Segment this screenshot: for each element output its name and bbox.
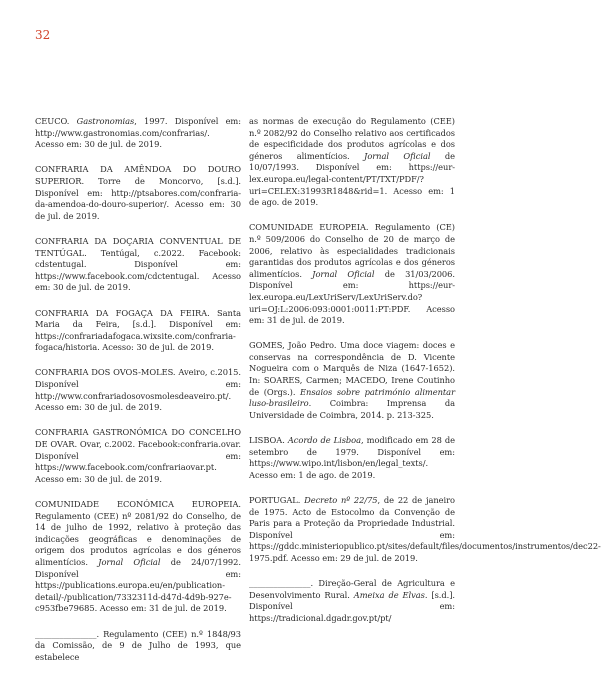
reference-text: COMUNIDADE EUROPEIA. Regulamento (CE) n.º 509/2006 do Conselho de 20 de março de 2006, relativo às especialidades tradicionais garantidas dos produtos agrícolas e dos géneros alimentícios.: [249, 222, 455, 279]
reference-text: PORTUGAL.: [249, 495, 305, 505]
reference-text: . [s.d.]. Disponível em: https://tradicional.dgadr.gov.pt/pt/: [249, 589, 455, 623]
reference-entry: [249, 435, 455, 481]
page-number: 32: [35, 28, 51, 42]
reference-entry: [35, 499, 241, 615]
reference-text: COMUNIDADE ECONÓMICA EUROPEIA. Regulamento (CEE) nº 2081/92 do Conselho, de 14 de julho de 1992, relativo à proteção das indicações geográficas e denominações de origem dos produtos agrícolas e dos géneros alimentícios.: [35, 499, 241, 567]
reference-italic-text: Jornal Oficial: [312, 268, 375, 279]
reference-entry: [35, 629, 241, 664]
reference-entry: [249, 116, 455, 209]
reference-text: . Coimbra: Imprensa da Universidade de Coimbra, 2014. p. 213-325.: [249, 398, 455, 420]
reference-text: , de 22 de janeiro de 1975. Acto de Estocolmo da Convenção de Paris para a Proteção da Propriedade Industrial. Disponível em: https://gddc.ministeriopublico.pt/sites/default/files/documentos/instrumentos/dec22-1975.pdf. Acesso em: 29 de jul. de 2019.: [249, 495, 601, 563]
reference-text: as normas de execução do Regulamento (CEE) n.º 2082/92 do Conselho relativo aos certificados de especificidade dos produtos agrícolas e dos géneros alimentícios.: [249, 116, 455, 161]
reference-text: LISBOA.: [249, 435, 288, 446]
reference-text: de 31/03/2006. Disponível em: https://eur-lex.europa.eu/LexUriServ/LexUriServ.do?uri=OJ:L:2006:093:0001:0011:PT:PDF. Acesso em: 31 de jul. de 2019.: [249, 268, 455, 326]
reference-entry: [35, 367, 241, 413]
reference-italic-text: Ameixa de Elvas: [353, 589, 425, 600]
reference-italic-text: Decreto nº 22/75: [304, 495, 378, 505]
reference-text: CONFRARIA GASTRONÓMICA DO CONCELHO DE OVAR. Ovar, c.2002. Facebook:confraria.ovar. Disponível em: https://www.facebook.com/confrariaovar.pt. Acesso em: 30 de jul. de 2019.: [35, 427, 241, 484]
reference-italic-text: Gastronomias: [76, 116, 135, 126]
reference-entry: [35, 236, 241, 294]
reference-entry: [249, 222, 455, 326]
reference-entry: [249, 578, 455, 624]
reference-entry: [35, 427, 241, 485]
reference-text: , modificado em 28 de setembro de 1979. Disponível em: https://www.wipo.int/lisbon/en/legal_texts/. Acesso em: 1 de ago. de 2019.: [249, 435, 455, 480]
reference-text: CONFRARIA DA AMÊNDOA DO DOURO SUPERIOR. Torre de Moncorvo, [s.d.]. Disponível em: http://ptsabores.com/confraria-da-amendoa-do-douro-superior/. Acesso em: 30 de jul. de 2019.: [35, 164, 241, 221]
reference-text: , 1997. Disponível em: http://www.gastronomias.com/confrarias/. Acesso em: 30 de jul. de 2019.: [35, 116, 241, 150]
reference-text: CONFRARIA DA DOÇARIA CONVENTUAL DE TENTÚGAL. Tentúgal, c.2022. Facebook: cdstentugal. Disponível em: https://www.facebook.com/cdctentugal. Acesso em: 30 de jul. de 2019.: [35, 235, 241, 293]
reference-entry: [35, 116, 241, 151]
reference-italic-text: Jornal Oficial: [98, 556, 161, 567]
reference-text: CONFRARIA DA FOGAÇA DA FEIRA. Santa Maria da Feira, [s.d.]. Disponível em: https://confrariadafogaca.wixsite.com/confraria-fogaca/historia. Acesso: 30 de jul. de 2019.: [35, 307, 241, 353]
reference-entry: [249, 495, 601, 565]
reference-text: _______________. Direção-Geral de Agricultura e Desenvolvimento Rural.: [249, 578, 455, 600]
reference-entry: [35, 308, 241, 354]
reference-text: CONFRARIA DOS OVOS-MOLES. Aveiro, c.2015. Disponível em: http://www.confrariadosovosmolesdeaveiro.pt/. Acesso em: 30 de jul. de 2019.: [35, 367, 241, 413]
reference-entry: [35, 164, 241, 222]
reference-italic-text: Jornal Oficial: [364, 150, 431, 161]
bibliography-column-right: [249, 116, 601, 638]
reference-italic-text: Ensaios sobre património alimentar luso-brasileiro: [249, 386, 455, 409]
reference-italic-text: Acordo de Lisboa: [287, 435, 362, 446]
reference-entry: [249, 340, 455, 421]
reference-text: de 10/07/1993. Disponível em: https://eur-lex.europa.eu/legal-content/PT/TXT/PDF/?uri=CELEX:31993R1848&rid=1. Acesso em: 1 de ago. de 2019.: [249, 150, 455, 208]
reference-text: GOMES, João Pedro. Uma doce viagem: doces e conservas na correspondência de D. Vicente Nogueira com o Marquês de Niza (1647-1652). In: SOARES, Carmen; MACEDO, Irene Coutinho de (Orgs.).: [249, 340, 455, 397]
bibliography-column-left: [35, 116, 241, 677]
reference-text: _______________. Regulamento (CEE) n.º 1848/93 da Comissão, de 9 de Julho de 1993, que estabelece: [35, 628, 241, 662]
reference-text: CEUCO.: [35, 116, 77, 126]
reference-text: de 24/07/1992. Disponível em: https://publications.europa.eu/en/publication-detail/-/publication/7332311d-d47d-4d9b-927e-c953fbe79685. Acesso em: 31 de jul. de 2019.: [35, 556, 241, 614]
